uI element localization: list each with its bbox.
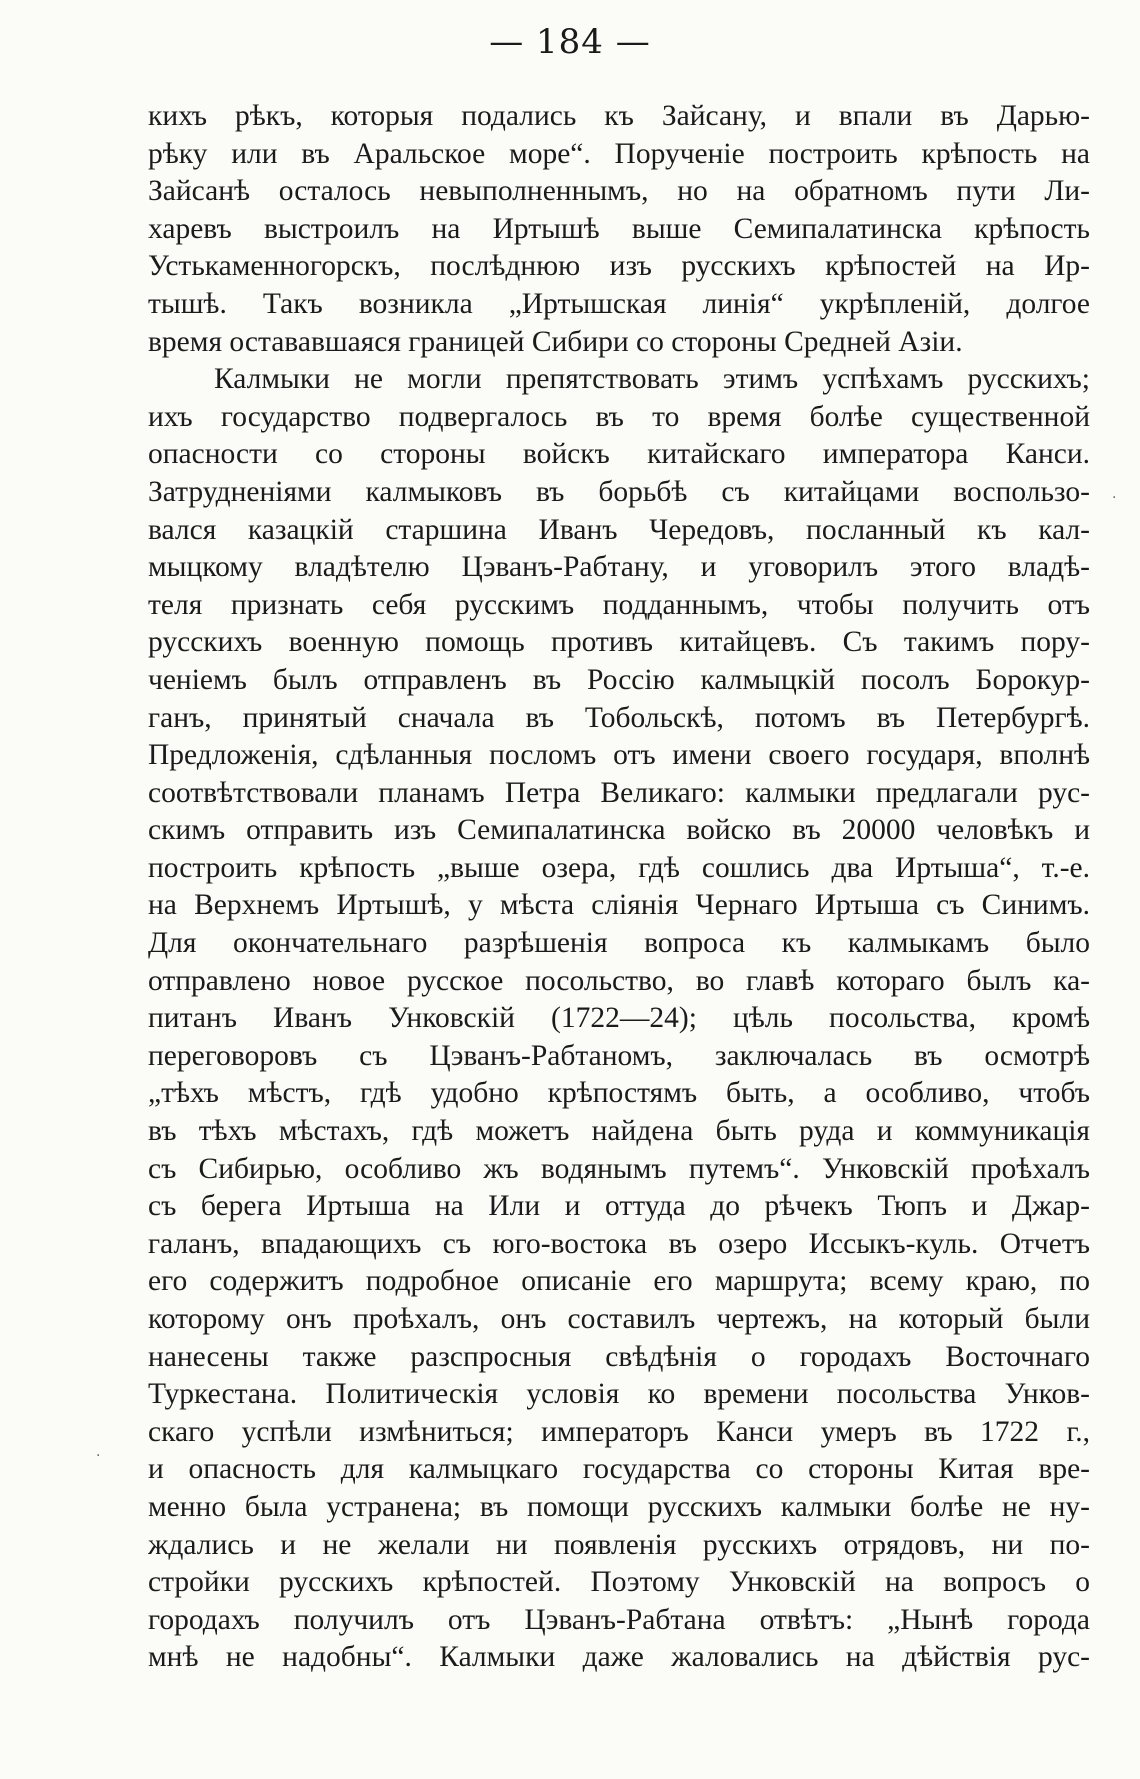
text-line: городахъ получилъ отъ Цэванъ-Рабтана отвѣтъ: „Нынѣ города [148, 1603, 1090, 1636]
text-line: Устькаменногорскъ, послѣднюю изъ русскихъ крѣпостей на Ир- [148, 250, 1090, 283]
text-line: Зайсанѣ осталось невыполненнымъ, но на обратномъ пути Ли- [148, 175, 1090, 208]
text-line: Туркестана. Политическія условія ко времени посольства Унков- [148, 1378, 1090, 1411]
text-line: скимъ отправить изъ Семипалатинска войско въ 20000 человѣкъ и [148, 814, 1090, 847]
text-line: скаго успѣли измѣниться; императоръ Канси умеръ въ 1722 г., [148, 1415, 1090, 1448]
text-line: мыцкому владѣтелю Цэванъ-Рабтану, и уговорилъ этого владѣ- [148, 551, 1090, 584]
scan-speck: · [96, 1448, 101, 1464]
text-line: соотвѣтствовали планамъ Петра Великаго: калмыки предлагали рус- [148, 776, 1090, 809]
text-line: вался казацкій старшина Иванъ Чередовъ, посланный къ кал- [148, 513, 1090, 546]
text-line: въ тѣхъ мѣстахъ, гдѣ можетъ найдена быть руда и коммуникація [148, 1115, 1090, 1148]
body-text [148, 98, 1090, 1677]
text-line: тышѣ. Такъ возникла „Иртышская линія“ укрѣпленій, долгое [148, 287, 1090, 320]
text-line: съ берега Иртыша на Или и оттуда до рѣчекъ Тюпъ и Джар- [148, 1190, 1090, 1223]
text-line: его содержитъ подробное описаніе его маршрута; всему краю, по [148, 1265, 1090, 1298]
text-line: ждались и не желали ни появленія русскихъ отрядовъ, ни по- [148, 1528, 1090, 1561]
text-line: ихъ государство подвергалось въ то время болѣе существенной [148, 400, 1090, 433]
text-line: галанъ, впадающихъ съ юго-востока въ озеро Иссыкъ-куль. Отчетъ [148, 1227, 1090, 1260]
text-line: съ Сибирью, особливо жъ водянымъ путемъ“. Унковскій проѣхалъ [148, 1152, 1090, 1185]
text-line: русскихъ военную помощь противъ китайцевъ. Съ такимъ пору- [148, 626, 1090, 659]
text-line: на Верхнемъ Иртышѣ, у мѣста сліянія Чернаго Иртыша съ Синимъ. [148, 889, 1090, 922]
text-line: питанъ Иванъ Унковскій (1722—24); цѣль посольства, кромѣ [148, 1002, 1090, 1035]
text-line: нанесены также разспросныя свѣдѣнія о городахъ Восточнаго [148, 1340, 1090, 1373]
text-line: переговоровъ съ Цэванъ-Рабтаномъ, заключалась въ осмотрѣ [148, 1039, 1090, 1072]
text-line: ганъ, принятый сначала въ Тобольскѣ, потомъ въ Петербургѣ. [148, 701, 1090, 734]
text-line: харевъ выстроилъ на Иртышѣ выше Семипалатинска крѣпость [148, 212, 1090, 245]
text-line: менно была устранена; въ помощи русскихъ калмыки болѣе не ну- [148, 1490, 1090, 1523]
text-line: построить крѣпость „выше озера, гдѣ сошлись два Иртыша“, т.-е. [148, 851, 1090, 884]
text-line: „тѣхъ мѣстъ, гдѣ удобно крѣпостямъ быть, а особливо, чтобъ [148, 1077, 1090, 1110]
text-line: опасности со стороны войскъ китайскаго императора Канси. [148, 438, 1090, 471]
text-line: рѣку или въ Аральское море“. Порученіе построить крѣпость на [148, 137, 1090, 170]
text-line: отправлено новое русское посольство, во главѣ котораго былъ ка- [148, 964, 1090, 997]
text-line: кихъ рѣкъ, которыя подались къ Зайсану, и впали въ Дарью- [148, 100, 1090, 132]
text-line: Затрудненіями калмыковъ въ борьбѣ съ китайцами воспользо- [148, 475, 1090, 508]
paragraph-start-line: Калмыки не могли препятствовать этимъ успѣхамъ русскихъ; [214, 363, 1090, 396]
text-line: мнѣ не надобны“. Калмыки даже жаловались на дѣйствія рус- [148, 1641, 1090, 1674]
page-number: — 184 — [489, 22, 651, 62]
text-line: стройки русскихъ крѣпостей. Поэтому Унковскій на вопросъ о [148, 1566, 1090, 1599]
text-line: которому онъ проѣхалъ, онъ составилъ чертежъ, на который были [148, 1303, 1090, 1335]
text-line: ченіемъ былъ отправленъ въ Россію калмыцкій посолъ Борокур- [148, 663, 1090, 696]
text-line: Предложенія, сдѣланныя посломъ отъ имени своего государя, вполнѣ [148, 739, 1090, 772]
text-line: время остававшаяся границей Сибири со стороны Средней Азіи. [148, 325, 963, 358]
text-line: теля признать себя русскимъ подданнымъ, чтобы получить отъ [148, 588, 1090, 621]
text-line: и опасность для калмыцкаго государства со стороны Китая вре- [148, 1453, 1090, 1486]
scan-speck: · [1112, 490, 1117, 506]
text-line: Для окончательнаго разрѣшенія вопроса къ калмыкамъ было [148, 927, 1090, 960]
